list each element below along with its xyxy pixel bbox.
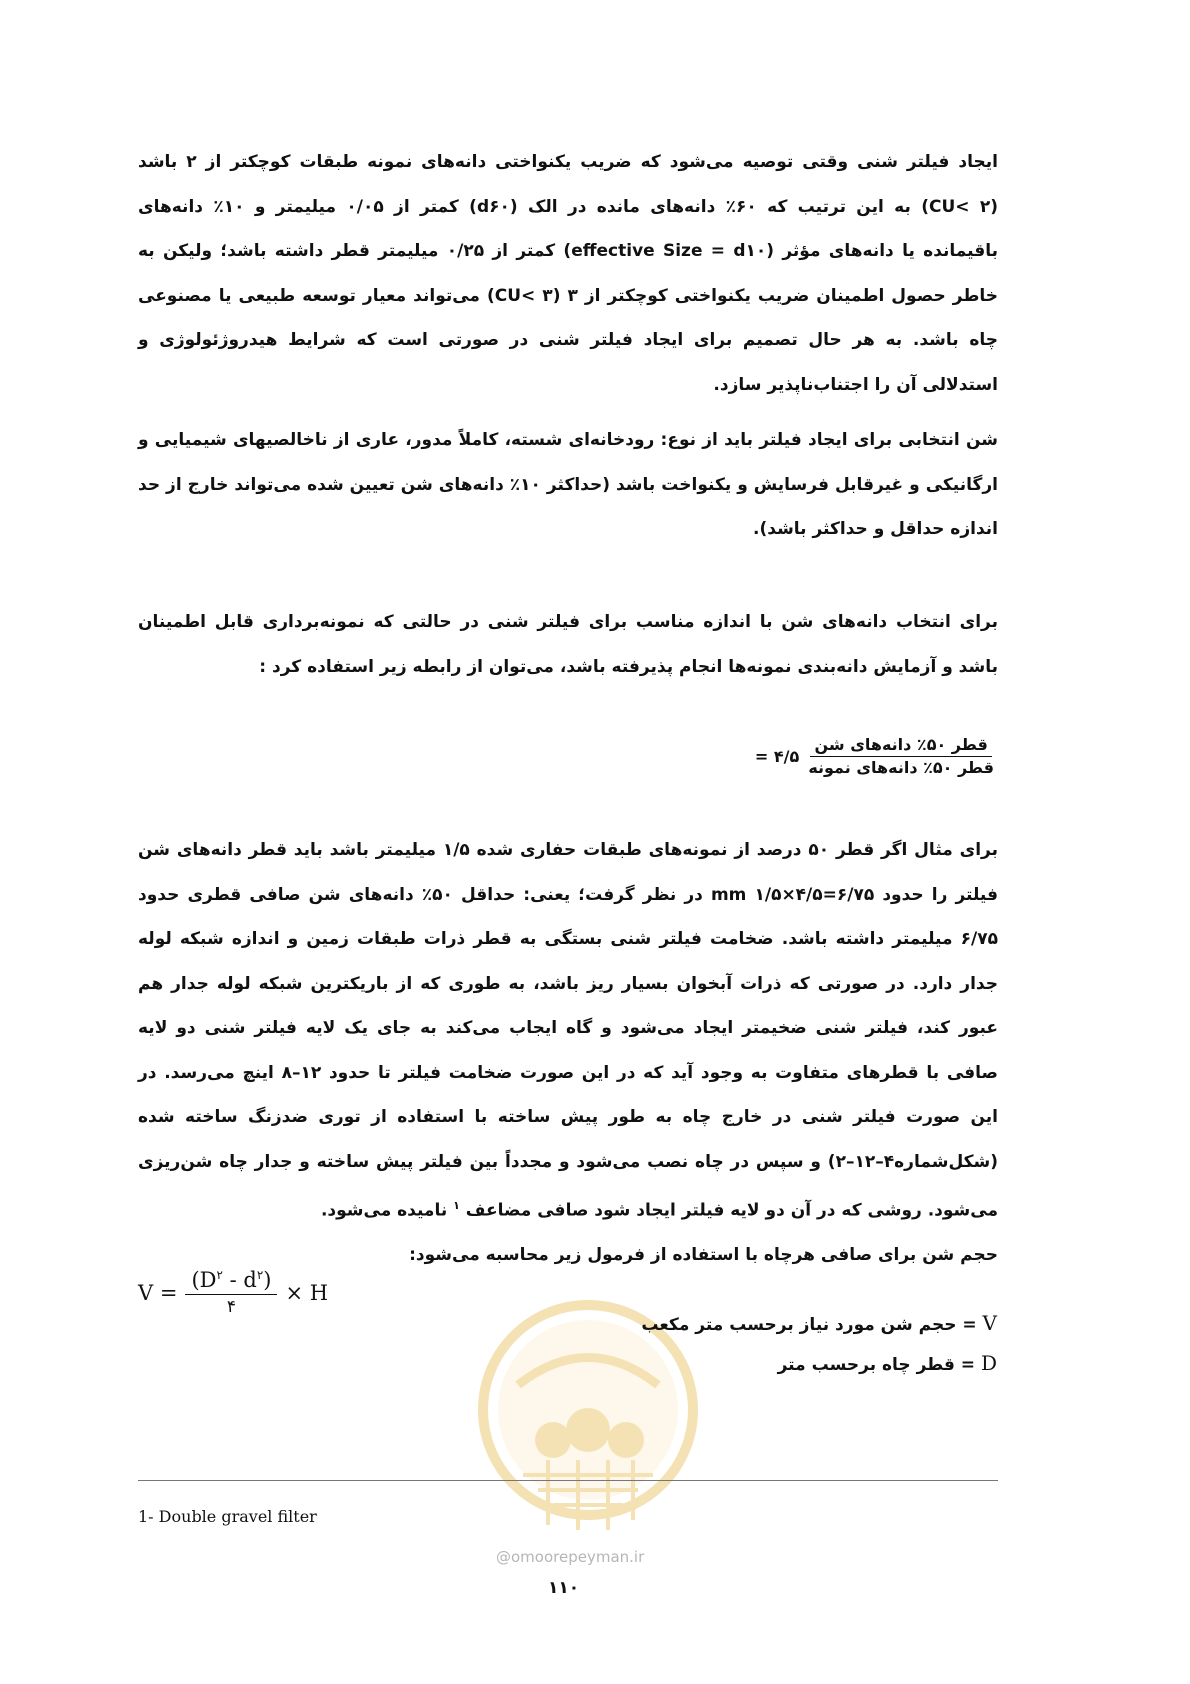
volume-fraction — [185, 1268, 277, 1317]
volume-tail: × H — [285, 1280, 329, 1305]
footnote: 1- Double gravel filter — [138, 1507, 317, 1526]
numerator-minus: - d — [222, 1268, 257, 1292]
footnote-reference: ۱ — [453, 1199, 460, 1212]
footnote-divider — [138, 1480, 998, 1481]
definition-v — [641, 1308, 997, 1340]
definition-d — [778, 1348, 997, 1380]
volume-formula — [138, 1268, 328, 1317]
paragraph-3: برای انتخاب دانه‌های شن با اندازه مناسب برای فیلتر شنی در حالتی که نمونه‌برداری قابل اطمینان باشد و آزمایش دانه‌بندی نمونه‌ها انجام پذیرفته باشد، می‌توان از رابطه زیر استفاده کرد : — [138, 612, 998, 677]
ratio-numerator: قطر ۵۰٪ دانه‌های شن — [810, 735, 991, 757]
volume-denominator: ۴ — [226, 1297, 237, 1317]
exponent-1: ۲ — [216, 1268, 223, 1282]
page-number: ۱۱۰ — [548, 1578, 580, 1598]
watermark-text: @omoorepeyman.ir — [496, 1548, 645, 1566]
definition-eq: = — [960, 1355, 976, 1375]
paragraph-4 — [138, 828, 998, 1278]
definition-eq: = — [962, 1315, 977, 1335]
ratio-denominator: قطر ۵۰٪ دانه‌های نمونه — [808, 758, 994, 777]
ratio-fraction — [804, 735, 998, 778]
definition-text: حجم شن مورد نیاز برحسب متر مکعب — [641, 1315, 957, 1335]
paragraph-4-end: نامیده می‌شود. — [320, 1200, 448, 1221]
ratio-formula — [138, 735, 998, 778]
paragraph-5: حجم شن برای صافی هرچاه با استفاده از فرمول زیر محاسبه می‌شود: — [409, 1245, 998, 1266]
definition-symbol: D — [980, 1351, 997, 1375]
numerator-open: (D — [191, 1268, 217, 1292]
numerator-close: ) — [263, 1268, 272, 1292]
paragraph-1: ایجاد فیلتر شنی وقتی توصیه می‌شود که ضریب یکنواختی دانه‌های نمونه طبقات کوچکتر از ۲ باشد (CU< ۲) به این ترتیب که ۶۰٪ دانه‌های مانده در الک (d۶۰) کمتر از ۰/۰۵ میلیمتر و ۱۰٪ دانه‌های باقیمانده یا دانه‌های مؤثر (effective Size = d۱۰) کمتر از ۰/۲۵ میلیمتر قطر داشته باشد؛ ولیکن به خاطر حصول اطمینان ضریب یکنواختی کوچکتر از ۳ (CU< ۳) می‌تواند معیار توسعه طبیعی یا مصنوعی چاه باشد. به هر حال تصمیم برای ایجاد فیلتر شنی در صورتی است که شرایط هیدروژئولوژی و استدلالی آن را اجتناب‌ناپذیر سازد. — [138, 152, 999, 395]
paragraph-2: شن انتخابی برای ایجاد فیلتر باید از نوع: رودخانه‌ای شسته، کاملاً مدور، عاری از ناخالصیهای شیمیایی و ارگانیکی و غیرقابل فرسایش و یکنواخت باشد (حداکثر ۱۰٪ دانه‌های شن تعیین شده می‌تواند خارج از حد اندازه حداقل و حداکثر باشد). — [138, 430, 998, 539]
volume-numerator — [185, 1268, 277, 1295]
exponent-2: ۲ — [256, 1268, 264, 1282]
paragraph-4-text: برای مثال اگر قطر ۵۰ درصد از نمونه‌های طبقات حفاری شده ۱/۵ میلیمتر باشد باید قطر دانه‌های شن فیلتر را حدود mm ۱/۵×۴/۵=۶/۷۵ در نظر گرفت؛ یعنی: حداقل ۵۰٪ دانه‌های شن صافی قطری حدود ۶/۷۵ میلیمتر داشته باشد. ضخامت فیلتر شنی بستگی به قطر ذرات طبقات زمین و اندازه شبکه لوله جدار دارد. در صورتی که ذرات آبخوان بسیار ریز باشد، به طوری که از باریکترین شبکه لوله جدار هم عبور کند، فیلتر شنی ضخیمتر ایجاد می‌شود و گاه ایجاب می‌کند به جای یک لایه فیلتر شنی دو لایه صافی با قطرهای متفاوت به وجود آید که در این صورت ضخامت فیلتر تا حدود ۱۲–۸ اینچ می‌رسد. در این صورت فیلتر شنی در خارج چاه به طور پیش ساخته با استفاده از توری ضدزنگ ساخته شده (شکل‌شماره۴–۱۲–۲) و سپس در چاه نصب می‌شود و مجدداً بین فیلتر پیش ساخته و جدار چاه شن‌ریزی می‌شود. روشی که در آن دو لایه فیلتر ایجاد شود صافی مضاعف — [138, 840, 998, 1221]
definition-text: قطر چاه برحسب متر — [777, 1355, 955, 1375]
ratio-lhs: ۴/۵ = — [754, 747, 800, 766]
volume-lhs: V = — [138, 1280, 178, 1305]
definition-symbol: V — [982, 1311, 997, 1335]
